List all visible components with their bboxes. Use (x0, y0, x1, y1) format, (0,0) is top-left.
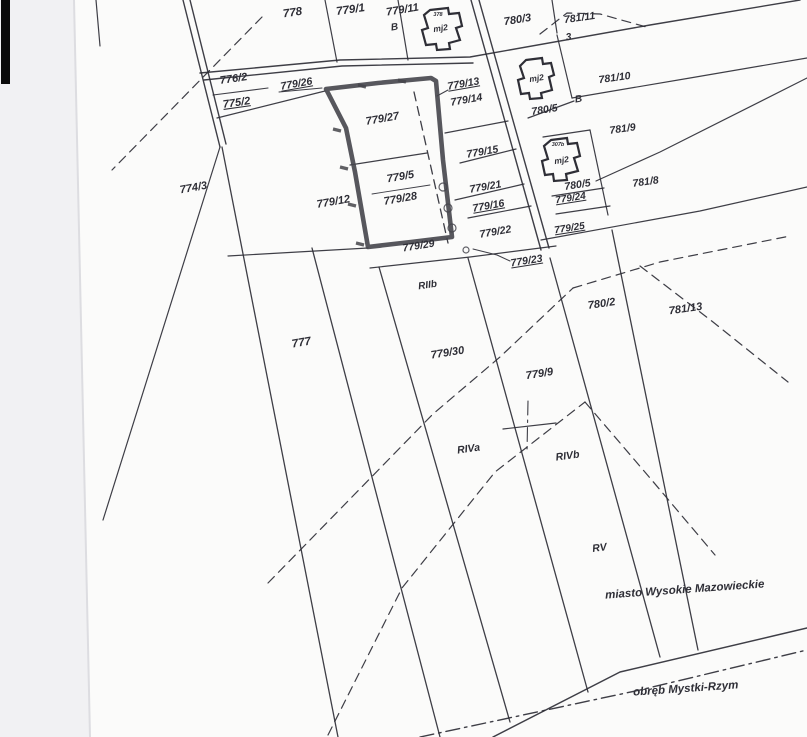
parcel-779-13: 779/13 (446, 75, 481, 93)
parcel-778: 778 (282, 5, 303, 21)
bold-outline-tick (356, 243, 364, 245)
parcel-779-29: 779/29 (401, 237, 436, 255)
parcel-779-30: 779/30 (429, 344, 466, 362)
parcel-781-13: 781/13 (668, 300, 704, 318)
bold-outline-tick (340, 167, 348, 169)
parcel-779-25: 779/25 (553, 220, 586, 237)
soil-B-1: B (390, 21, 400, 34)
bold-outline-tick (358, 85, 366, 87)
parcel-776-2: 776/2 (219, 71, 249, 87)
parcel-774-3: 774/3 (178, 179, 209, 197)
parcel-780-5a: 780/5 (530, 102, 559, 119)
parcel-779-12: 779/12 (315, 193, 352, 211)
parcel-779-5: 779/5 (385, 168, 416, 186)
building-779-11-label: mj2 (432, 21, 449, 35)
parcel-777: 777 (290, 335, 312, 351)
bold-outline-tick (398, 80, 406, 82)
parcel-779-23: 779/23 (509, 252, 544, 270)
parcel-779-21: 779/21 (468, 178, 503, 196)
parcel-779-26: 779/26 (279, 75, 314, 93)
bold-outline-tick (333, 129, 341, 131)
house-no-3: 3 (565, 31, 573, 44)
soil-B-2: B (574, 93, 584, 106)
parcel-781-9: 781/9 (608, 121, 637, 137)
building-780-5b-tag: 307b (551, 142, 565, 148)
parcel-781-10: 781/10 (597, 69, 632, 87)
parcel-780-3: 780/3 (502, 11, 533, 29)
building-780-5a-label: mj2 (528, 71, 545, 85)
parcel-779-27: 779/27 (364, 110, 401, 128)
parcel-781-11: 781/11 (563, 9, 596, 27)
parcel-779-16: 779/16 (471, 197, 506, 215)
soil-RIVa: RIVa (456, 441, 481, 457)
soil-RIVb: RIVb (554, 448, 581, 464)
soil-RIIb: RIIb (417, 278, 438, 293)
soil-RV: RV (591, 541, 608, 555)
parcel-781-8: 781/8 (631, 174, 660, 190)
parcel-779-1: 779/1 (335, 2, 366, 18)
parcel-779-22: 779/22 (478, 223, 513, 241)
annotation-miasto: miasto Wysokie Mazowieckie (604, 578, 765, 602)
scan-artifact-bar (1, 0, 10, 84)
building-780-5b-label: mj2 (553, 153, 570, 167)
parcel-779-9: 779/9 (524, 365, 555, 383)
parcel-779-11: 779/11 (385, 1, 420, 19)
parcel-779-24: 779/24 (554, 190, 587, 207)
parcel-779-28: 779/28 (382, 190, 419, 208)
parcel-780-2: 780/2 (587, 296, 617, 312)
parcel-779-14: 779/14 (449, 91, 484, 109)
parcel-775-2: 775/2 (222, 95, 252, 111)
building-779-11-tag: 378 (433, 12, 443, 18)
annotation-obreb: obręb Mystki-Rzym (632, 679, 739, 699)
parcel-780-5b: 780/5 (563, 177, 592, 194)
parcel-779-15: 779/15 (465, 143, 500, 161)
